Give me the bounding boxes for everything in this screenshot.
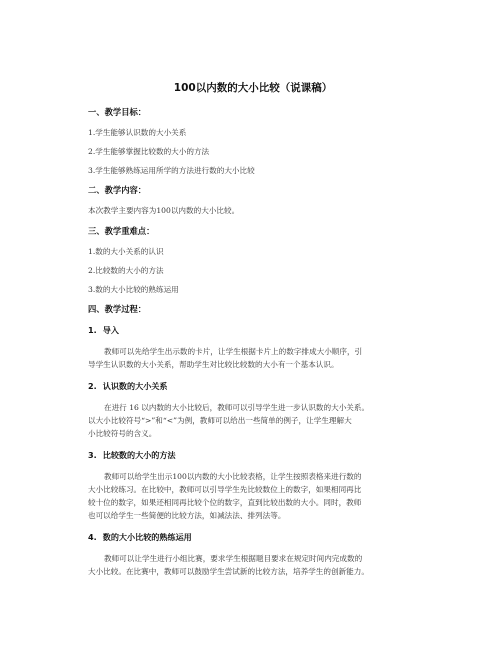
step-title: 数的大小比较的熟练运用 (102, 532, 192, 542)
paragraph-line: 教师可以让学生进行小组比赛，要求学生根据题目要求在规定时间内完成数的 (104, 554, 363, 563)
step-number: 1. (88, 325, 97, 335)
step-heading (88, 449, 418, 461)
paragraph-line: 小比较符号的含义。 (88, 429, 157, 438)
objective-item: 3.学生能够熟练运用所学的方法进行数的大小比较 (88, 166, 255, 175)
step-number: 4. (88, 532, 97, 542)
step-number: 2. (88, 381, 97, 391)
step-title: 比较数的大小的方法 (102, 450, 176, 460)
paragraph-line: 大小比较练习。在比较中，教师可以引导学生先比较数位上的数字，如果相同再比 (88, 485, 362, 494)
step-heading (88, 380, 418, 392)
paragraph-line: 教师可以给学生出示100以内数的大小比较表格，让学生按照表格来进行数的 (104, 472, 362, 481)
key-point-item: 1.数的大小关系的认识 (88, 247, 164, 256)
paragraph-line: 大小比较。在比赛中，教师可以鼓励学生尝试新的比较方法，培养学生的创新能力。 (88, 567, 369, 576)
step-number: 3. (88, 450, 97, 460)
content-text: 本次教学主要内容为100以内数的大小比较。 (88, 206, 240, 215)
step-paragraph (88, 401, 418, 440)
paragraph-line: 较十位的数字，如果还相同再比较个位的数字，直到比较出数的大小。同时，教师 (88, 498, 362, 507)
step-title: 认识数的大小关系 (102, 381, 168, 391)
step-heading (88, 324, 418, 336)
key-point-item: 3.数的大小比较的熟练运用 (88, 285, 179, 294)
section-heading-objectives: 一、教学目标： (88, 107, 147, 117)
objective-item: 1.学生能够认识数的大小关系 (88, 128, 187, 137)
objective-item: 2.学生能够掌握比较数的大小的方法 (88, 147, 210, 156)
paragraph-line: 教师可以先给学生出示数的卡片，让学生根据卡片上的数字排成大小顺序，引 (104, 347, 363, 356)
section-heading-process: 四、教学过程： (88, 304, 147, 314)
paragraph-line: 也可以给学生一些简便的比较方法，如减法法、排列法等。 (88, 511, 286, 520)
step-title: 导入 (102, 325, 119, 335)
key-point-item: 2.比较数的大小的方法 (88, 266, 164, 275)
paragraph-line: 以大小比较符号“>”和“<”为例，教师可以给出一些简单的例子，让学生理解大 (88, 416, 352, 425)
step-paragraph (88, 470, 418, 522)
step-paragraph (88, 345, 418, 371)
section-heading-content: 二、教学内容： (88, 185, 147, 195)
step-paragraph (88, 552, 418, 578)
step-heading (88, 531, 418, 543)
paragraph-line: 在进行 16 以内数的大小比较后，教师可以引导学生进一步认识数的大小关系。 (104, 403, 370, 412)
document-title: 100以内数的大小比较（说课稿） (173, 82, 333, 94)
paragraph-line: 导学生认识数的大小关系，帮助学生对比较比较数的大小有一个基本认识。 (88, 360, 339, 369)
document-page (88, 81, 418, 587)
section-heading-key-points: 三、教学重难点： (88, 226, 155, 236)
